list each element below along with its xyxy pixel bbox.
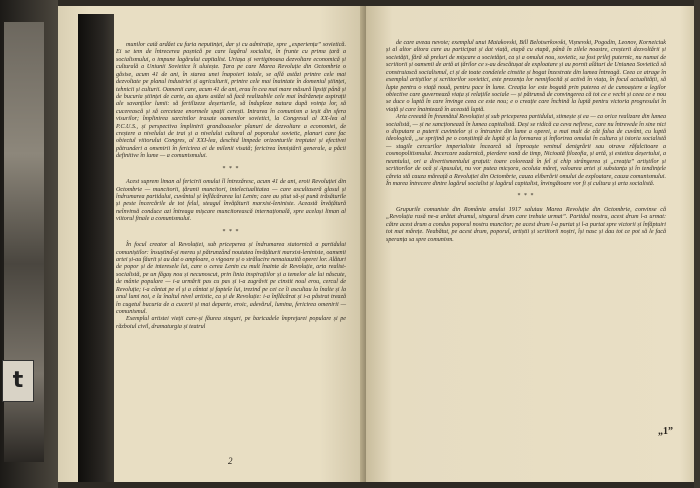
section-divider: * * * — [222, 228, 240, 235]
book-right-edge — [694, 0, 700, 488]
paragraph: Arta creeată în freamătul Revoluției și sub priceperea partidului, stimește și ea — ca orice realizare din lumea socialistă, — și ne sancționează în lumea capitalistă. Deși se ridică ca ceva nefiresc, care nu întrevede în sine nici o disputare a puterii cuvintelor și o întrunire din lume a operei, a mai mult de cât falsa de cuvânt, cu luptă ideologică, „se sprijină pe o conștiință de luptă și la formarea și înflorirea omului în cultura și istoria socialistă — stugile cercurilor imperialiste încearcă să înproaște veninul denigrării sau otrava răfalcitoare a cosmopolitismului. Incercare zadarnică, pierdere vană de timp, Nicioată filozofia, și artă, și estetica deșertului, a neantului, ori a divertismentului grațuit: toare colorează în fel și chip strângerea și „creația” artiștilor și scriitorilor de ocă și Apusului, nu vor putea micșora, ocoluia măreț, valoarea artei și substanța și în tendințele căreia stă cauza măreață a Revoluției din Octombrie, cauza eliberării omului de exploatare, cauza comunismului. În marea întrecere dintre lagărul socialist și lagărul capitalist, învingătoare vor fi și cultura și arta socialistă. — [386, 114, 666, 188]
paragraph: Acest suprem liman al fericirii omului îl întrezăresc, acum 41 de ani, eroii Revoluției din Octombrie — muncitorii, țăranii muncitori, intelectualitatea — care ascultaseră glasul și îndrumarea partidului, cuvântul și înflăcărarea lui Lenin; care au știut să-și pună trăsăturile și peste încercările de tot felul, steagul învățăturii marxist-leniniste. Această învățătură neînvinsă conduce azi întreaga mișcare muncitorească internațională, spre același liman al viitorul finale a comunismului. — [116, 179, 346, 223]
page-edge-shadow — [78, 14, 114, 482]
right-page-text — [386, 40, 666, 244]
paragraph: Grupurile comuniste din România anului 1917 salutau Marea Revoluție din Octombrie, convinse că „Revoluția rusă ne-a arătat drumul, singurul drum care trebuie urmat”. Partidul nostru, acest drum l-a urmat: către acest drum a condus poporul nostru muncitor; pe acest drum l-a purtat și l-a purtat spre victorii și înfăptuiri tot mai mărețe. Neabătut, pe acest drum, poporul, artiștii și scriitorii noștri, își nasc și dau tot ce pot să le facă speranța sa spre comunism. — [386, 206, 666, 243]
right-page — [366, 6, 696, 482]
section-divider: * * * — [222, 165, 240, 172]
section-divider: * * * — [517, 193, 535, 200]
cover-label: t — [2, 360, 34, 402]
left-page — [58, 6, 366, 482]
paragraph: de care aveau nevoie; exemplul unui Maiakovski, Bill Belotserkovski, Vișnevski, Pogodin, Leonov, Korneiciuk și al altor altora care au participat și dat viață, etapă cu etapă, până în zilele noastre, creșterii dezvoltării și societății, fără să preluri de mișcare a societăței, ca și a omului nou, sovietic, sa fost prilej puternic, nu numai de scriitorii și oamenii de artă ai țărilor ce s-au descătușat de exploatare și au pornit alături de Uniunea Sovietică să construiască socialismul, ci și de toate condeiele cinstite și bogat înzestrate din lumea întreagă. Ceea ce atrage în exemplul artiștilor și scriitorilor sovietici, este prezența lor nemijlocită și activă în viața, în focul actualității, să lupte pentru o viață nouă, pentru pace în lume. Creația lor este bogată prin puterea ei de cunoaștere a legilor obiective care guvernează viața și relațiile sociale — și pătrunsă de convingerea că tot ce e vechi și ceea ce e nou se duce o luptă în care învinge ceea ce este nou; e o creație care închină la luptă pentru victoria progresului în viață și care înaintează în această luptă. — [386, 40, 666, 113]
book-cover-strip — [0, 0, 58, 488]
paragraph: munilor cată ardăet cu furia neputinței, dar și cu admirație, spre „experiența” sovietică. Ei se tem de întrecerea pașnică pe care lagărul socialist, în frunte cu prima țară a socialismului, o impune lagărului capitalist. Uriașa și vertiginoasa dezvoltare economică și culturală a Uniunii Sovietice îi uluiește. Țara pe care Marea Revoluție din Octombrie o găsise, acum 41 de ani, în starea unei înapoieri totale, se află astăzi printre cele mai dezvoltate pe planul industriei și agriculturii, printre cele mai înaintate în domeniul științei, tehnicii și culturii. Oamenii care, acum 41 de ani, erau în cea mai mare măsură lipsiți până și de bucuria științei de carte, au ajuns astăzi să facă realizabile cele mai îndrăznețe aspirații ale savanților lumii: să fertilizeze deșerturile, să îndupleze natura după voința lor, să cucerească și să cerceteze enormele spații cerești. Intrarea în comunism a ieșit din sfera visurilor; împlinirea sarcinilor trasate oamenilor sovietici, la Congresul al XX-lea al P.C.U.S., și perspectiva împlinirii grandioaselor planuri de dezvoltare a economiei, de creștere a nivelului de trai și a nivelului cultural al poporului sovietic, planuri care fac obiectul viitorului Congres, al XXI-lea, deschid limpede orizonturile treptatei și efectivei pătrunderi a omenirii în fericirea ei de milenii visată; fericirea înmiștării generale, a păcii definitive în lume — a comunismului. — [116, 42, 346, 160]
left-page-text — [116, 42, 346, 331]
paragraph: Exemplul artistei vieții care-și făurea singuri, pe baricadele împrejurei populare și pe războiul civil, dramaturgia și teatrul — [116, 316, 346, 330]
left-page-number: 2 — [228, 456, 233, 466]
paragraph: În focul creator al Revoluției, sub priceperea și îndrumarea statornică a partidului comuniștilor: însuștind-și mereu și pătrunzând noutatea învățăturii marxist-leniniste, oamenii artei și-au făurit și au dat o amploare, o vigoare și o strălucire nemaiauzită operei lor. Alături de popor și de interesele lui, care o cerea Lenin cu mult înainte de Revoluție, arta realist-socialistă, pe un făgaș nou și necunoscut, prin linia inspirațiilor și a temelor ale lui născute, de mânie populare — i-a urmărit pas cu pas și i-a zugrăvit pe cinstit noul erou, cercul de Revoluție; i-a cântat pe el și a cântat și faptele lui, trezind pe cei ce îi ascultau la înalte și la unul lumi noi, e la înaltul nivel artistic, ca și de Revoluție: i-a înflăcărat și i-a păstrat trează în cugetul bucuria de a cucerii și mai departe, eroic, adevărul, lumina, fericirea omenirii — comunismul. — [116, 242, 346, 315]
right-page-number: „1” — [658, 426, 673, 437]
